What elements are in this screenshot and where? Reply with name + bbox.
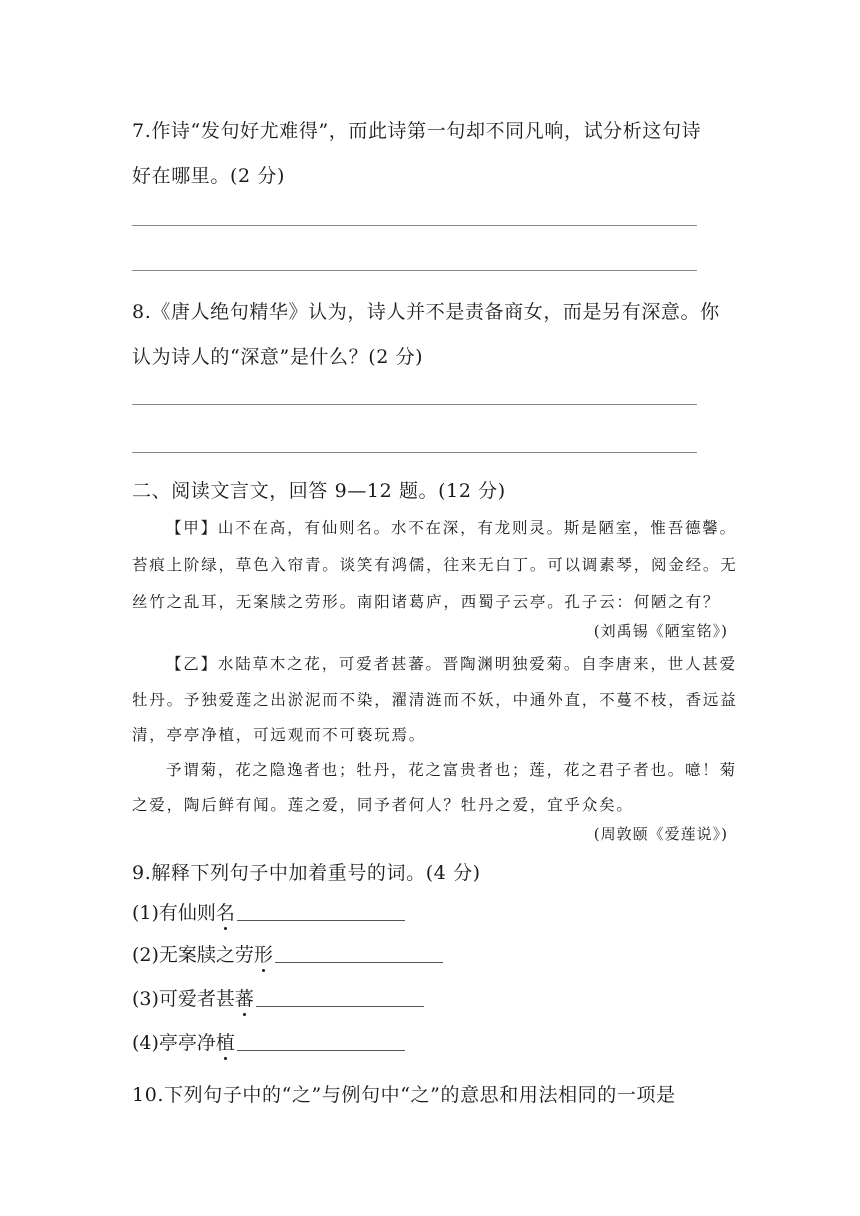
- passage-yi-line-1: 【乙】水陆草木之花，可爱者甚蕃。晋陶渊明独爱菊。自李唐来，世人甚爱: [166, 655, 737, 673]
- question-9-item-1-answer-blank[interactable]: [237, 919, 405, 921]
- question-9-item-2: [132, 940, 443, 967]
- question-9-item-1-emphasized-word: 名: [216, 898, 235, 925]
- passage-yi-line-4: 予谓菊，花之隐逸者也；牡丹，花之富贵者也；莲，花之君子者也。噫！菊: [166, 761, 737, 779]
- question-8-text-line-2: 认为诗人的“深意”是什么？(2 分): [132, 346, 424, 368]
- question-9-item-4-text: (4)亭亭净: [132, 1032, 216, 1054]
- section-2-heading: 二、阅读文言文，回答 9—12 题。(12 分): [132, 480, 506, 502]
- passage-yi-source: (周敦颐《爱莲说》): [593, 825, 728, 843]
- question-9-item-4-answer-blank[interactable]: [237, 1049, 405, 1051]
- question-9-item-2-text: (2)无案牍之劳: [132, 944, 254, 966]
- question-9-item-3-text: (3)可爱者甚: [132, 988, 235, 1010]
- passage-yi-line-5: 之爱，陶后鲜有闻。莲之爱，同予者何人？牡丹之爱，宜乎众矣。: [132, 796, 634, 814]
- question-9-item-3-emphasized-word: 蕃: [235, 984, 254, 1011]
- passage-jia-line-2: 苔痕上阶绿，草色入帘青。谈笑有鸿儒，往来无白丁。可以调素琴，阅金经。无: [132, 556, 738, 574]
- question-7-answer-line-1[interactable]: [132, 225, 697, 226]
- question-8-answer-line-2[interactable]: [132, 452, 697, 453]
- question-7-text-line-1: 7.作诗“发句好尤难得”，而此诗第一句却不同凡响，试分析这句诗: [132, 120, 702, 142]
- question-9-item-4: [132, 1028, 405, 1055]
- question-9-item-4-emphasized-word: 植: [216, 1028, 235, 1055]
- question-8-text-line-1: 8.《唐人绝句精华》认为，诗人并不是责备商女，而是另有深意。你: [132, 301, 720, 323]
- question-9-item-2-answer-blank[interactable]: [275, 961, 443, 963]
- passage-jia-line-3: 丝竹之乱耳，无案牍之劳形。南阳诸葛庐，西蜀子云亭。孔子云：何陋之有？: [132, 593, 721, 611]
- passage-yi-line-2: 牡丹。予独爱莲之出淤泥而不染，濯清涟而不妖，中通外直，不蔓不枝，香远益: [132, 691, 738, 709]
- question-9-item-1: [132, 898, 405, 925]
- question-9-heading: 9.解释下列句子中加着重号的词。(4 分): [132, 862, 481, 884]
- question-8-answer-line-1[interactable]: [132, 404, 697, 405]
- question-7-answer-line-2[interactable]: [132, 270, 697, 271]
- passage-jia-line-1: 【甲】山不在高，有仙则名。水不在深，有龙则灵。斯是陋室，惟吾德馨。: [166, 519, 737, 537]
- question-7-text-line-2: 好在哪里。(2 分): [132, 165, 285, 187]
- passage-yi-line-3: 清，亭亭净植，可远观而不可亵玩焉。: [132, 726, 427, 744]
- question-9-item-2-emphasized-word: 形: [254, 940, 273, 967]
- question-9-item-3: [132, 984, 424, 1011]
- question-9-item-3-answer-blank[interactable]: [256, 1005, 424, 1007]
- passage-jia-source: (刘禹锡《陋室铭》): [593, 622, 728, 640]
- question-10-text-line-1: 10.下列句子中的“之”与例句中“之”的意思和用法相同的一项是: [132, 1084, 676, 1106]
- question-9-item-1-text: (1)有仙则: [132, 902, 216, 924]
